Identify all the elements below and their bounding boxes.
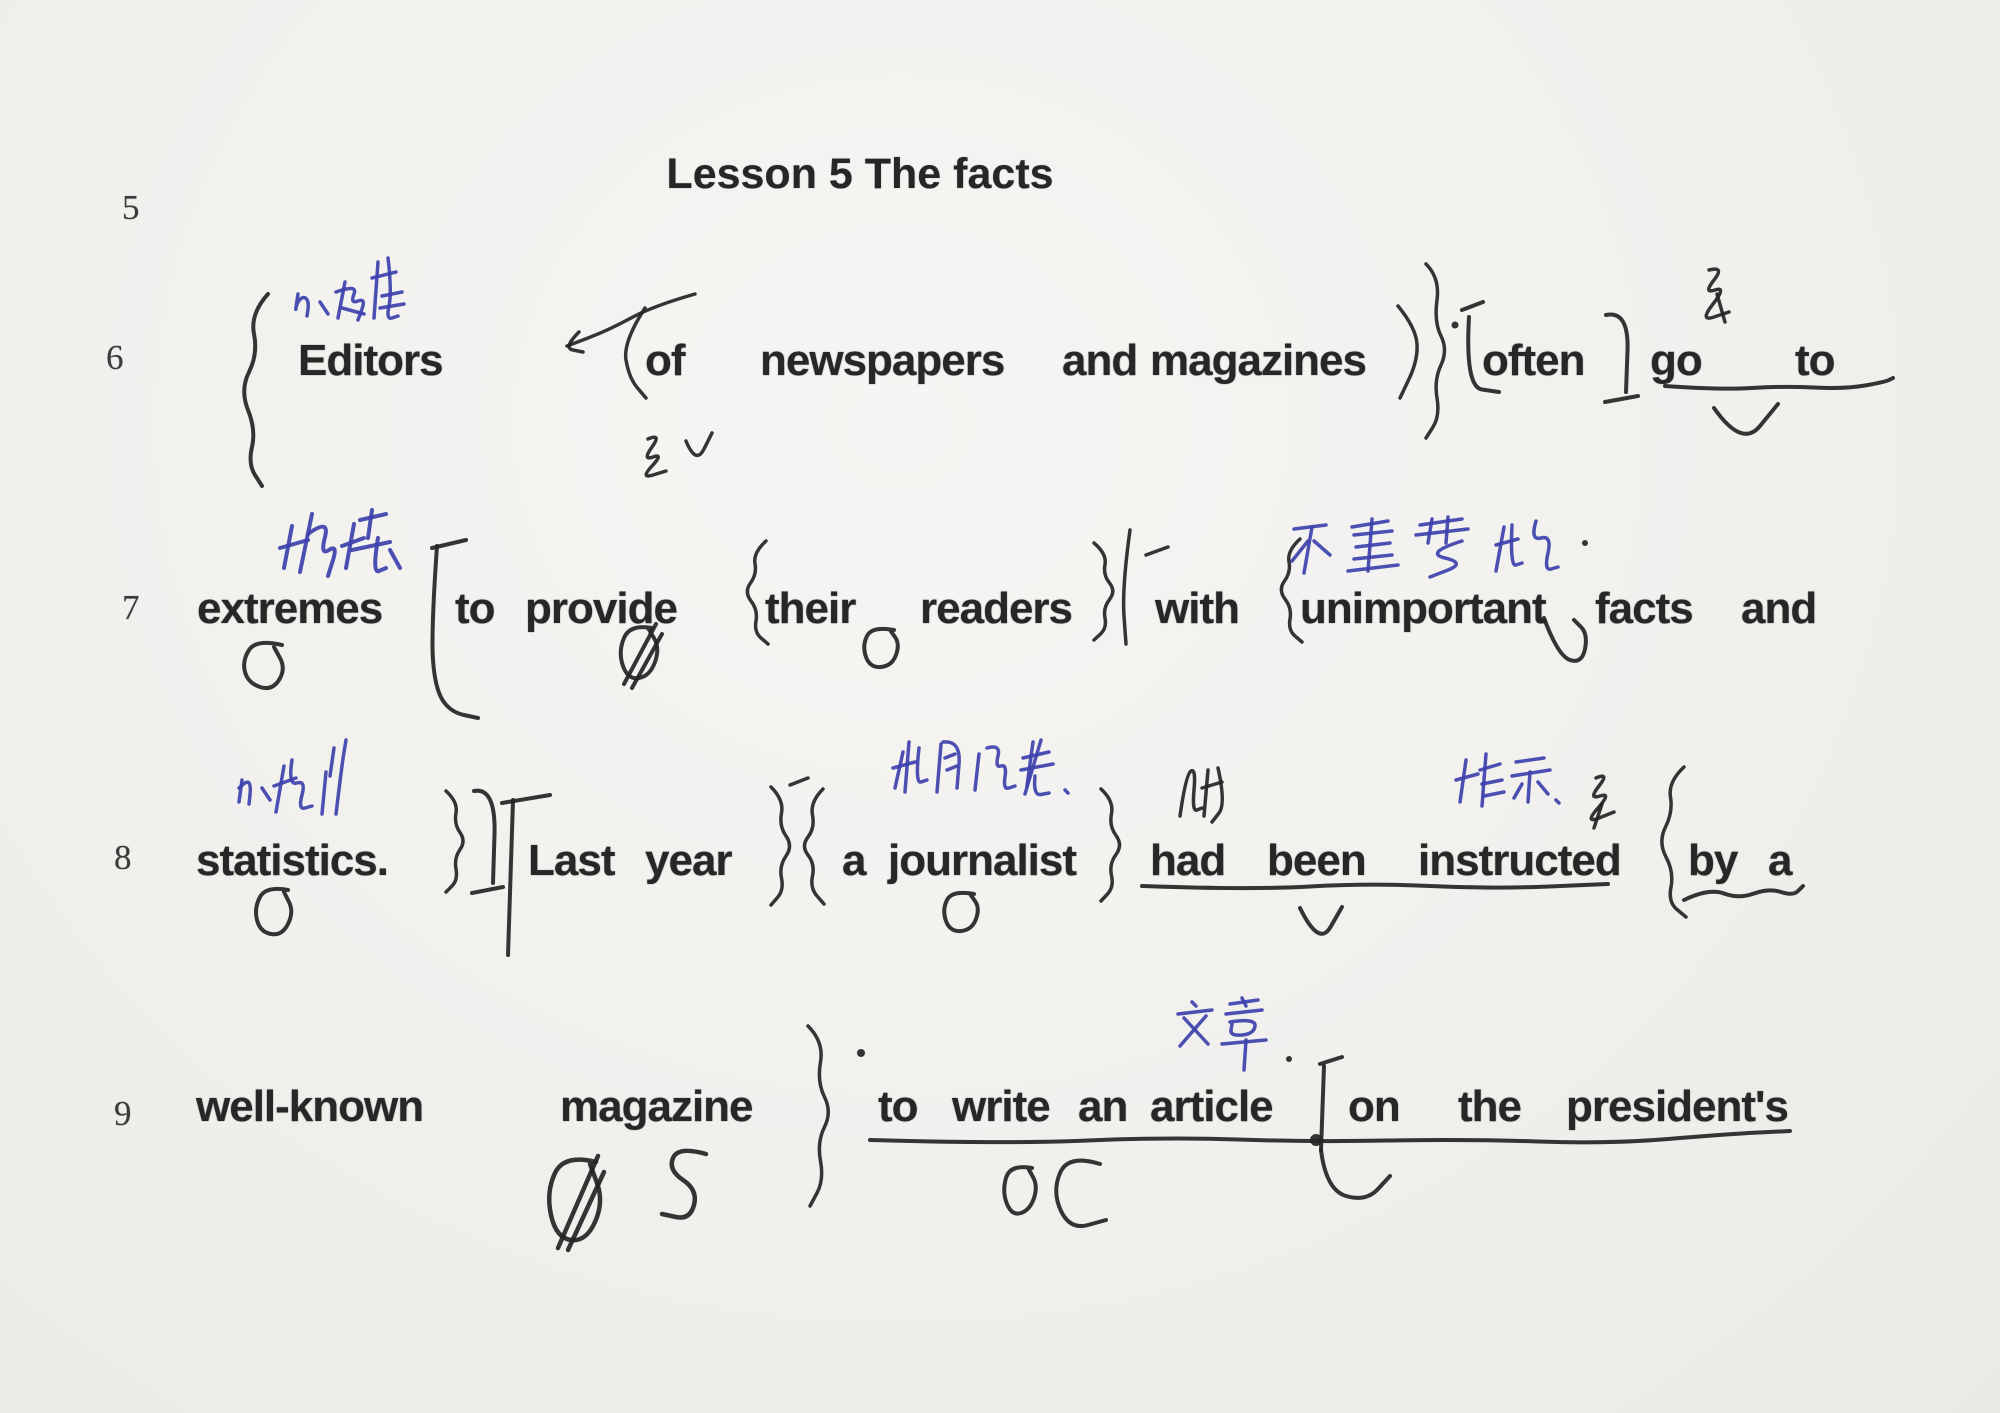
line-6-word: of [645,336,685,385]
vline-after-readers [1116,528,1134,646]
bracket-open-often [1456,297,1506,401]
line-6-word: and [1062,336,1138,385]
line-7-word: readers [920,584,1073,633]
margin-line-number-7: 7 [122,588,140,627]
line-8-word: instructed [1418,836,1621,885]
dot-after-wenzhang [1284,1054,1294,1064]
annotation-ntongji [236,724,368,826]
arrow-and-paren-of [543,286,713,404]
o-mark-article [1000,1160,1042,1220]
line-8-word: by [1688,836,1738,885]
underline-go-to [1663,376,1895,398]
brace-open-their [740,538,772,646]
o-mark-extremes [238,637,296,695]
line-7-word: provide [525,584,677,633]
margin-line-number-9: 9 [114,1094,132,1133]
line-8-word: year [645,836,732,885]
line-9-word: magazine [560,1082,753,1131]
annotation-ji-v-provide [638,427,722,485]
line-6-word: Editors [298,336,443,385]
o-slash-mark-magazine [540,1150,616,1256]
line-7-word: unimportant [1300,584,1546,633]
brace-open-a-journalist [798,786,828,906]
line-7-word: their [765,584,856,633]
check-v-go [1710,402,1782,454]
s-mark-magazine [660,1144,714,1232]
margin-line-number-5: 5 [122,188,140,227]
line-7-word: with [1155,584,1239,633]
line-9-word: well-known [196,1082,424,1131]
margin-line-number-8: 8 [114,838,132,877]
annotation-bianji [290,252,430,337]
o-slash-mark-provide [616,618,668,692]
margin-line-number-6: 6 [106,338,124,377]
bracket-open-to-provide [424,536,484,724]
line-9-word: an [1078,1082,1128,1131]
line-6-word: to [1795,336,1835,385]
line-6-word: go [1650,336,1702,385]
underline-had-been-instructed [1140,874,1620,896]
o-mark-statistics [252,884,300,938]
dot-after-magazine [856,1048,866,1058]
bracket-open-last-year [498,791,554,961]
line-7-word: extremes [197,584,383,633]
annotation-zhishi [1454,742,1568,816]
brace-close-magazines [1418,256,1458,442]
brace-close-year [766,784,796,908]
bracket-close-often [1602,304,1644,406]
lesson-title: Lesson 5 The facts [666,150,1054,198]
line-9-word: article [1150,1082,1273,1131]
line-8-word: a [1768,836,1792,885]
annotation-jiduan [278,494,428,584]
bracket-open-on [1308,1054,1400,1210]
line-8-word: had [1150,836,1226,885]
line-6-word: magazines [1150,336,1366,385]
line-9-word: write [952,1082,1050,1131]
dot-after-buzhongyaode [1580,538,1590,548]
line-8-word: been [1267,836,1366,885]
line-7-word: and [1741,584,1817,633]
annotation-ji-go [1695,264,1739,332]
line-6-word: newspapers [760,336,1005,385]
line-9-word: on [1348,1082,1400,1131]
check-v-been [1296,904,1346,952]
check-loop-unimportant [1540,614,1594,678]
line-8-word: journalist [888,836,1077,885]
brace-close-statistics [442,788,470,894]
annotation-wenzhang [1170,996,1280,1076]
o-mark-journalist [940,888,984,936]
line-8-word: a [842,836,866,885]
line-8-word: statistics. [196,836,388,885]
annotation-ji-instructed [1582,770,1628,834]
c-mark-article [1048,1152,1108,1240]
brace-close-journalist [1096,786,1126,904]
line-9-word: president's [1566,1082,1788,1131]
line-7-word: facts [1595,584,1693,633]
brace-open-editors [228,292,274,488]
line-9-word: the [1458,1082,1521,1131]
annotation-buzhongyaode [1290,513,1575,585]
wavy-underline-by-a [1681,878,1807,908]
line-7-word: to [455,584,495,633]
line-8-word: Last [528,836,615,885]
o-mark-their [860,624,904,672]
line-9-word: to [878,1082,918,1131]
annotation-zhu-had [1170,764,1234,828]
line-6-word: often [1482,336,1585,385]
brace-close-magazine [800,1020,836,1210]
tick-before-with [1144,544,1170,558]
